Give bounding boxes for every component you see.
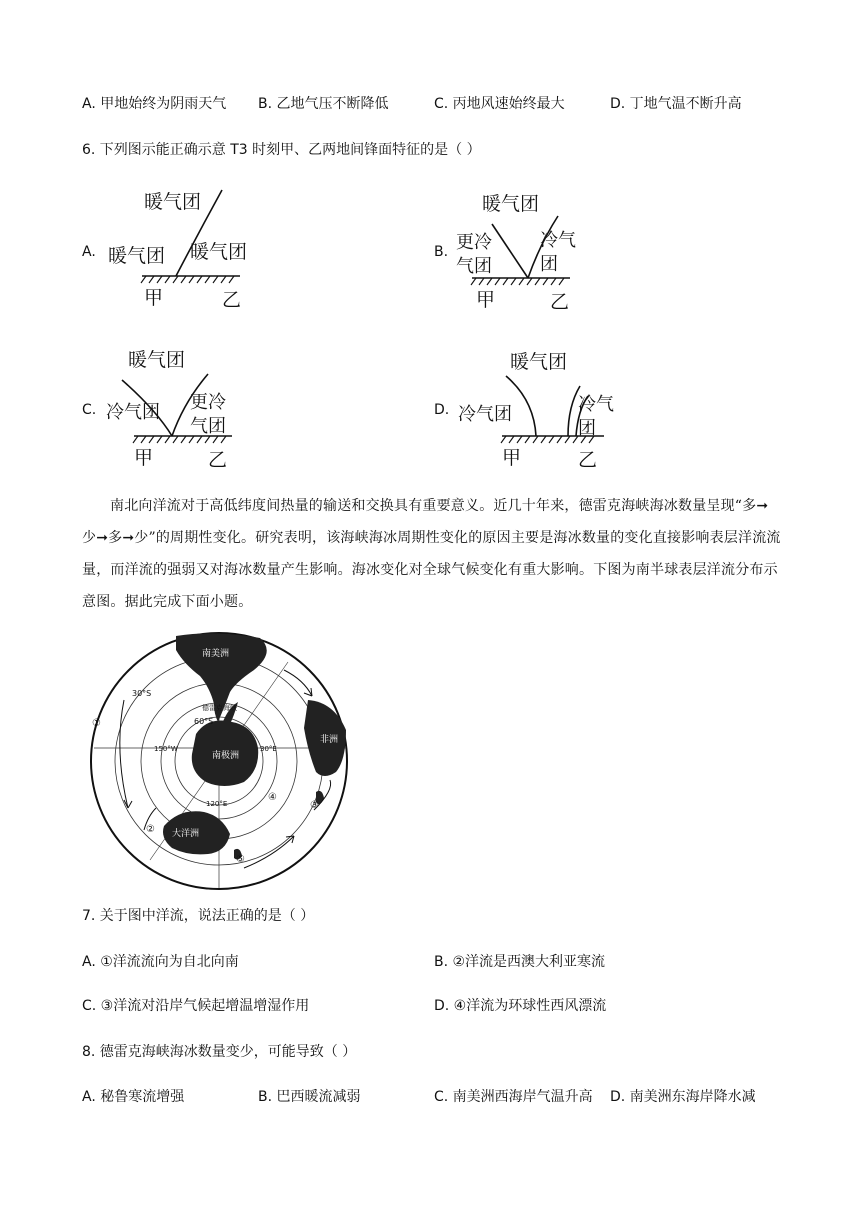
q8-option-c: C. 南美洲西海岸气温升高 (434, 1089, 593, 1105)
diagram-c-right-label-1: 更冷 (190, 392, 226, 413)
front-diagram-c (104, 340, 254, 470)
map-label-south-america: 南美洲 (202, 649, 230, 659)
q7-option-b: B. ②洋流是西澳大利亚寒流 (434, 954, 606, 970)
map-label-current-2: ② (146, 824, 155, 835)
diagram-c-ground-right: 乙 (208, 449, 228, 470)
diagram-b-left-label-2: 气团 (456, 256, 492, 277)
q8-option-b: B. 巴西暖流减弱 (258, 1089, 361, 1105)
front-diagram-a (104, 180, 264, 310)
q7-option-a: A. ①洋流流向为自北向南 (82, 954, 239, 970)
passage (82, 490, 782, 618)
q8-stem: 8. 德雷克海峡海冰数量变少，可能导致（ ） (82, 1044, 357, 1060)
passage-text: 南北向洋流对于高低纬度间热量的输送和交换具有重要意义。近几十年来，德雷克海峡海冰数量呈现“多➞少➞多➞少”的周期性变化。研究表明，该海峡海冰周期性变化的原因主要是海冰数量的变化直接影响表层洋流流量，而洋流的强弱又对海冰数量产生影响。海冰变化对全球气候变化有重大影响。下图为南半球表层洋流分布示意图。据此完成下面小题。 (82, 498, 781, 610)
map-label-current-5: ⑤ (236, 854, 245, 865)
front-diagram-d (456, 340, 626, 470)
map-label-lat-30s: 30°S (132, 689, 152, 698)
q6-stem: 6. 下列图示能正确示意 T3 时刻甲、乙两地间锋面特征的是（ ） (82, 142, 481, 158)
diagram-b-right-label-1: 冷气 (540, 230, 576, 251)
q5-option-b: B. 乙地气压不断降低 (258, 96, 389, 112)
map-label-drake-passage: 德雷克海峡 (202, 704, 237, 712)
q7-stem: 7. 关于图中洋流，说法正确的是（ ） (82, 908, 315, 924)
q7-option-d: D. ④洋流为环球性西风漂流 (434, 998, 607, 1014)
map-label-lon-120e: 120°E (206, 800, 228, 808)
map-label-current-1: ① (92, 718, 101, 729)
diagram-a-right-label: 暖气团 (190, 241, 248, 263)
diagram-b-ground-left: 甲 (476, 289, 496, 311)
diagram-c-ground-left: 甲 (134, 447, 154, 469)
q8-option-d: D. 南美洲东海岸降水减 (610, 1089, 756, 1105)
diagram-b-front-line-1 (492, 224, 528, 278)
q6-label-d: D. (434, 402, 450, 418)
diagram-b-top-label: 暖气团 (482, 193, 540, 215)
map-label-lon-150w: 150°W (154, 745, 178, 753)
diagram-b-right-label-2: 团 (540, 254, 558, 275)
q6-label-b: B. (434, 244, 449, 260)
front-diagram-b (452, 184, 592, 314)
map-label-lon-30e: 30°E (260, 745, 277, 753)
diagram-d-ground-left: 甲 (502, 447, 522, 469)
diagram-a-top-label: 暖气团 (144, 191, 202, 213)
diagram-d-ground-right: 乙 (578, 449, 598, 470)
diagram-d-right-label-2: 团 (578, 418, 596, 439)
diagram-a-ground-left: 甲 (144, 287, 164, 309)
diagram-d-right-label-1: 冷气 (578, 394, 614, 415)
q6-label-c: C. (82, 402, 97, 418)
map-label-current-4: ④ (268, 792, 277, 803)
map-label-current-3: ③ (310, 800, 319, 811)
map-label-oceania: 大洋洲 (172, 829, 200, 839)
diagram-d-left-label: 冷气团 (458, 404, 512, 425)
diagram-b-left-label-1: 更冷 (456, 232, 492, 253)
map-label-lat-60s: 60°S (194, 717, 214, 726)
diagram-d-top-label: 暖气团 (510, 351, 568, 373)
diagram-a-left-label: 暖气团 (108, 245, 166, 267)
q6-label-a: A. (82, 244, 96, 260)
map-label-africa: 非洲 (320, 735, 339, 745)
q5-option-d: D. 丁地气温不断升高 (610, 96, 742, 112)
diagram-a-ground-right: 乙 (222, 289, 242, 310)
q8-option-a: A. 秘鲁寒流增强 (82, 1089, 185, 1105)
southern-hemisphere-current-map (84, 630, 354, 892)
diagram-c-top-label: 暖气团 (128, 349, 186, 371)
diagram-b-ground-right: 乙 (550, 291, 570, 313)
diagram-c-right-label-2: 气团 (190, 416, 226, 437)
diagram-c-left-label: 冷气团 (106, 402, 160, 423)
q5-option-a: A. 甲地始终为阴雨天气 (82, 96, 227, 112)
map-label-antarctica: 南极洲 (212, 751, 240, 761)
q5-option-c: C. 丙地风速始终最大 (434, 96, 565, 112)
q7-option-c: C. ③洋流对沿岸气候起增温增湿作用 (82, 998, 310, 1014)
